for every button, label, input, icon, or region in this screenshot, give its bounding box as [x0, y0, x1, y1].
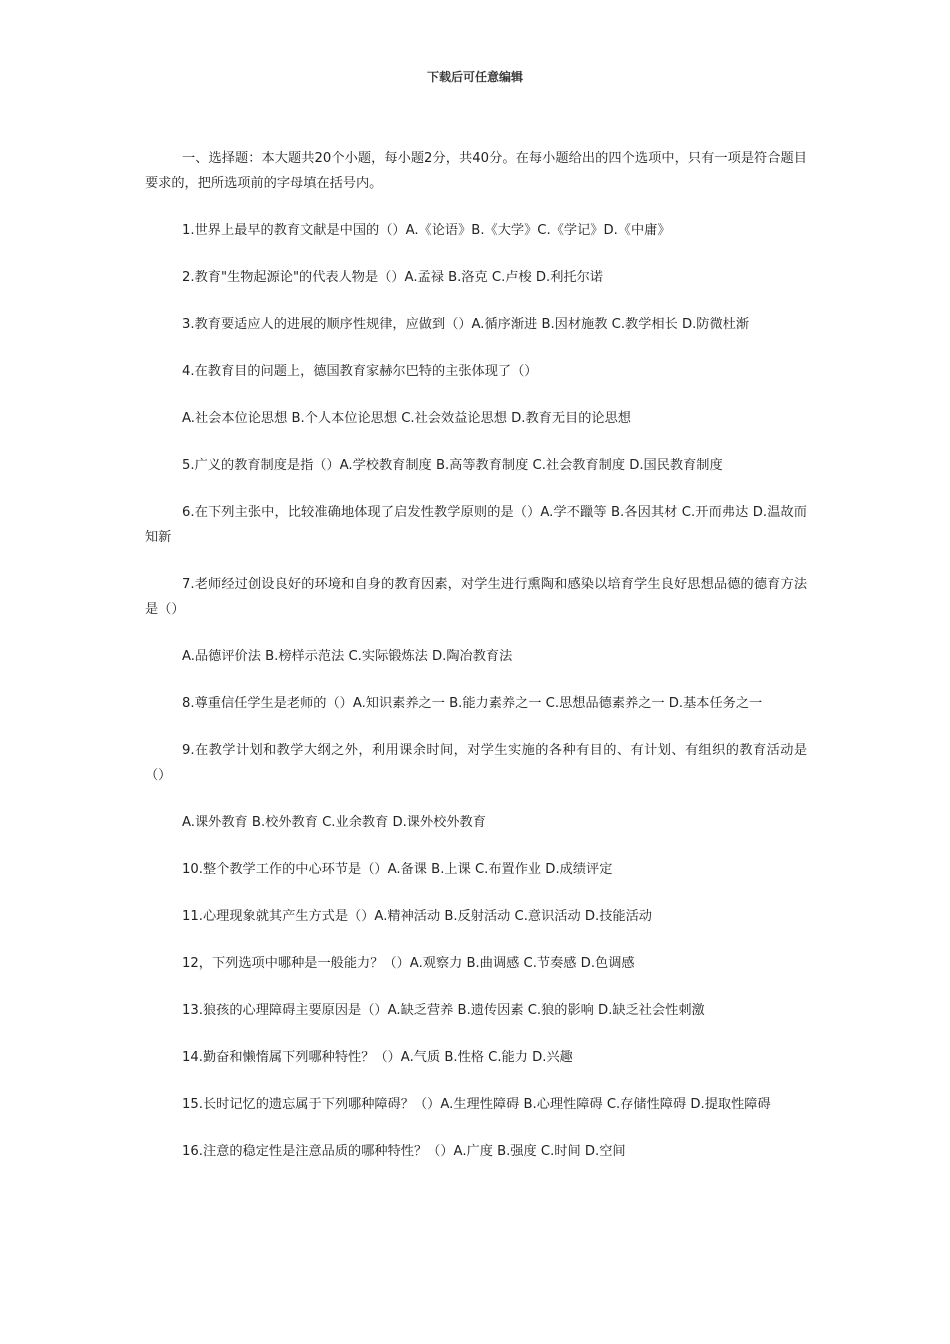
question-4-options: A.社会本位论思想 B.个人本位论思想 C.社会效益论思想 D.教育无目的论思想 [182, 411, 631, 426]
question-16: 16.注意的稳定性是注意品质的哪种特性？（）A.广度 B.强度 C.时间 D.空间 [182, 1144, 626, 1159]
section-intro: 一、选择题：本大题共20个小题，每小题2分，共40分。在每小题给出的四个选项中，只有一项是符合题目要求的，把所选项前的字母填在括号内。 [145, 151, 807, 191]
question-12: 12，下列选项中哪种是一般能力？（）A.观察力 B.曲调感 C.节奏感 D.色调感 [182, 956, 635, 971]
question-14: 14.勤奋和懒惰属下列哪种特性？（）A.气质 B.性格 C.能力 D.兴趣 [182, 1050, 573, 1065]
question-11: 11.心理现象就其产生方式是（）A.精神活动 B.反射活动 C.意识活动 D.技能活动 [182, 909, 652, 924]
question-15: 15.长时记忆的遗忘属于下列哪种障碍？（）A.生理性障碍 B.心理性障碍 C.存储性障碍 D.提取性障碍 [182, 1097, 771, 1112]
question-7: 7.老师经过创设良好的环境和自身的教育因素，对学生进行熏陶和感染以培育学生良好思想品德的德育方法是（） [145, 577, 807, 617]
question-1: 1.世界上最早的教育文献是中国的（）A.《论语》B.《大学》C.《学记》D.《中庸》 [182, 223, 671, 238]
question-8: 8.尊重信任学生是老师的（）A.知识素养之一 B.能力素养之一 C.思想品德素养之一 D.基本任务之一 [182, 696, 763, 711]
question-3: 3.教育要适应人的进展的顺序性规律，应做到（）A.循序渐进 B.因材施教 C.教学相长 D.防微杜渐 [182, 317, 750, 332]
question-5: 5.广义的教育制度是指（）A.学校教育制度 B.高等教育制度 C.社会教育制度 D.国民教育制度 [182, 458, 723, 473]
question-13: 13.狼孩的心理障碍主要原因是（）A.缺乏营养 B.遗传因素 C.狼的影响 D.缺乏社会性刺激 [182, 1003, 705, 1018]
question-9: 9.在教学计划和教学大纲之外，利用课余时间，对学生实施的各种有目的、有计划、有组织的教育活动是（） [145, 743, 807, 783]
page-header: 下载后可任意编辑 [426, 70, 523, 84]
question-4: 4.在教育目的问题上，德国教育家赫尔巴特的主张体现了（） [182, 364, 538, 379]
question-6: 6.在下列主张中，比较准确地体现了启发性教学原则的是（）A.学不躐等 B.各因其材 C.开而弗达 D.温故而知新 [145, 505, 807, 545]
question-2: 2.教育"生物起源论"的代表人物是（）A.孟禄 B.洛克 C.卢梭 D.利托尔诺 [182, 270, 603, 285]
document-body [145, 146, 807, 1186]
question-7-options: A.品德评价法 B.榜样示范法 C.实际锻炼法 D.陶冶教育法 [182, 649, 513, 664]
question-9-options: A.课外教育 B.校外教育 C.业余教育 D.课外校外教育 [182, 815, 486, 830]
question-10: 10.整个教学工作的中心环节是（）A.备课 B.上课 C.布置作业 D.成绩评定 [182, 862, 613, 877]
